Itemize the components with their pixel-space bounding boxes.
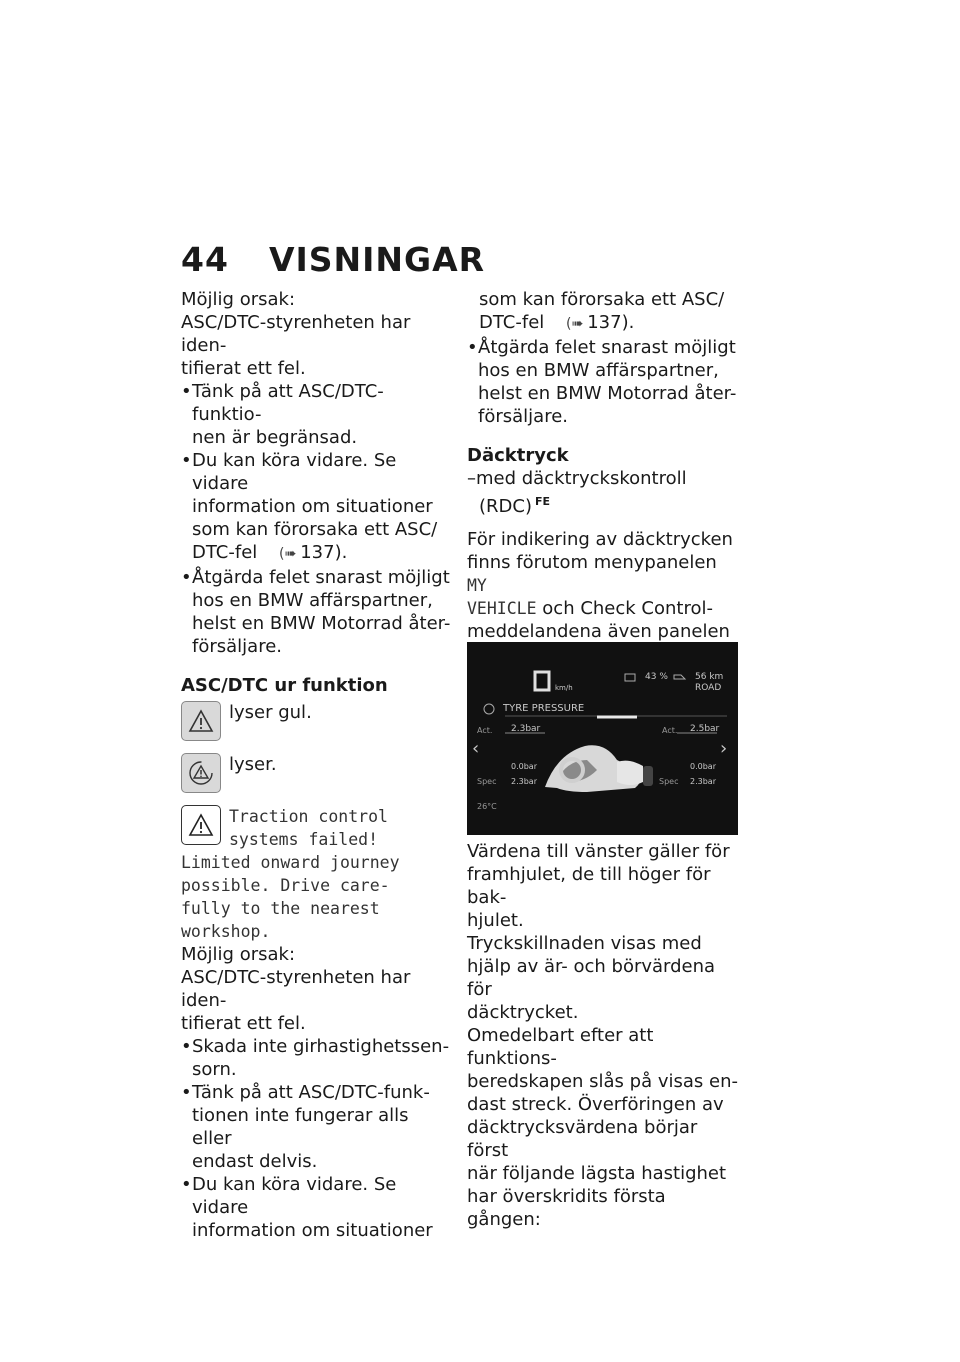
text: lyser. (229, 754, 277, 775)
bullet-list (467, 336, 742, 428)
spec-value-front: 2.3bar (511, 777, 537, 786)
list-item: • Skada inte girhastighetssen- sorn. (181, 1035, 451, 1081)
panel-title: TYRE PRESSURE (503, 703, 585, 714)
nav-right-icon: › (720, 738, 728, 759)
page-ref-arrow-icon: (➠ (566, 316, 584, 332)
warning-triangle-icon (181, 701, 221, 741)
text: hjulet. (467, 910, 524, 931)
bullet-list (181, 1035, 451, 1242)
text: beredskapen slås på visas en- (467, 1071, 738, 1092)
list-item: • Åtgärda felet snarast möjligt hos en BMW affärspartner, helst en BMW Motorrad åter- försäljare. (181, 566, 451, 658)
text: (RDC) $^{FE}$ (479, 495, 551, 517)
warning-triangle-icon (181, 805, 221, 845)
text: tifierat ett fel. (181, 358, 306, 379)
list-item: • Du kan köra vidare. Se vidare information om situationer (181, 1173, 451, 1242)
warning-message (181, 805, 451, 851)
page-ref-arrow-icon: (➠ (279, 546, 297, 562)
warning-row-asc (181, 753, 451, 793)
text: Möjlig orsak: (181, 289, 296, 310)
right-column (467, 288, 742, 666)
fuel-level: 43 % (645, 672, 668, 682)
text: tifierat ett fel. (181, 1013, 306, 1034)
text: som kan förorsaka ett ASC/ (479, 289, 725, 310)
act-value-front: 2.3bar (511, 724, 541, 734)
text: Värdena till vänster gäller för (467, 841, 730, 862)
diff-front: 0.0bar (511, 762, 537, 771)
list-item: • Tänk på att ASC/DTC-funktio- nen är begränsad. (181, 380, 451, 449)
act-label-front: Act. (477, 726, 493, 735)
list-item: • Du kan köra vidare. Se vidare information om situationer som kan förorsaka ett ASC/ DTC-fel (➠ 137). (181, 449, 451, 566)
text: har överskridits första gången: (467, 1186, 666, 1230)
text: För indikering av däcktrycken (467, 529, 733, 550)
act-label-rear: Act. (662, 726, 678, 735)
list-item: • Åtgärda felet snarast möjligt hos en BMW affärspartner, helst en BMW Motorrad åter- försäljare. (467, 336, 742, 428)
text: ASC/DTC-styrenheten har iden- (181, 967, 411, 1011)
page-header (181, 240, 485, 279)
message-line: possible. Drive care- (181, 876, 390, 895)
act-value-rear: 2.5bar (690, 724, 720, 734)
dashboard-screenshot (467, 642, 738, 835)
section-heading: ASC/DTC ur funktion (181, 675, 388, 696)
outside-temp: 26°C (477, 802, 497, 811)
page-number: 44 (181, 240, 229, 279)
section-heading: Däcktryck (467, 445, 569, 466)
text: ASC/DTC-styrenheten har iden- (181, 312, 411, 356)
dashboard-graphics (467, 642, 738, 835)
text: däcktrycket. (467, 1002, 579, 1023)
riding-mode: ROAD (695, 683, 722, 693)
text: Omedelbart efter att funktions- (467, 1025, 654, 1069)
text: VEHICLE och Check Control- (467, 598, 713, 619)
message-line: systems failed! (229, 830, 379, 849)
text: Möjlig orsak: (181, 944, 296, 965)
right-column-lower (467, 840, 742, 1231)
bullet-list (181, 380, 451, 658)
text: –med däcktryckskontroll (467, 468, 687, 489)
text: när följande lägsta hastighet (467, 1163, 727, 1184)
text: hjälp av är- och börvärdena för (467, 956, 716, 1000)
text: DTC-fel (➠ 137). (479, 312, 635, 333)
text: däcktrycksvärdena börjar först (467, 1117, 698, 1161)
text: lyser gul. (229, 702, 312, 723)
text: finns förutom menypanelen MY (467, 552, 717, 595)
page-ref[interactable]: 137). (300, 542, 348, 563)
list-item: • Tänk på att ASC/DTC-funk- tionen inte fungerar alls eller endast delvis. (181, 1081, 451, 1173)
nav-left-icon: ‹ (472, 738, 480, 759)
equipment-badge: FE (534, 495, 551, 508)
page-title: VISNINGAR (268, 240, 486, 279)
text: framhjulet, de till höger för bak- (467, 864, 711, 908)
message-line: workshop. (181, 922, 271, 941)
diff-rear: 0.0bar (690, 762, 716, 771)
page-ref[interactable]: 137). (587, 312, 635, 333)
warning-row-yellow (181, 701, 451, 741)
asc-warning-icon (181, 753, 221, 793)
spec-value-rear: 2.3bar (690, 777, 716, 786)
text: dast streck. Överföringen av (467, 1094, 724, 1115)
spec-label-rear: Spec (659, 777, 679, 786)
range: 56 km (695, 672, 724, 682)
message-line: fully to the nearest (181, 899, 380, 918)
message-line: Traction control (229, 807, 388, 826)
text: Tryckskillnaden visas med (467, 933, 702, 954)
speed-unit: km/h (555, 684, 573, 692)
spec-label-front: Spec (477, 777, 497, 786)
text: meddelandena även panelen (467, 621, 730, 642)
left-column (181, 288, 451, 1242)
message-line: Limited onward journey (181, 853, 400, 872)
